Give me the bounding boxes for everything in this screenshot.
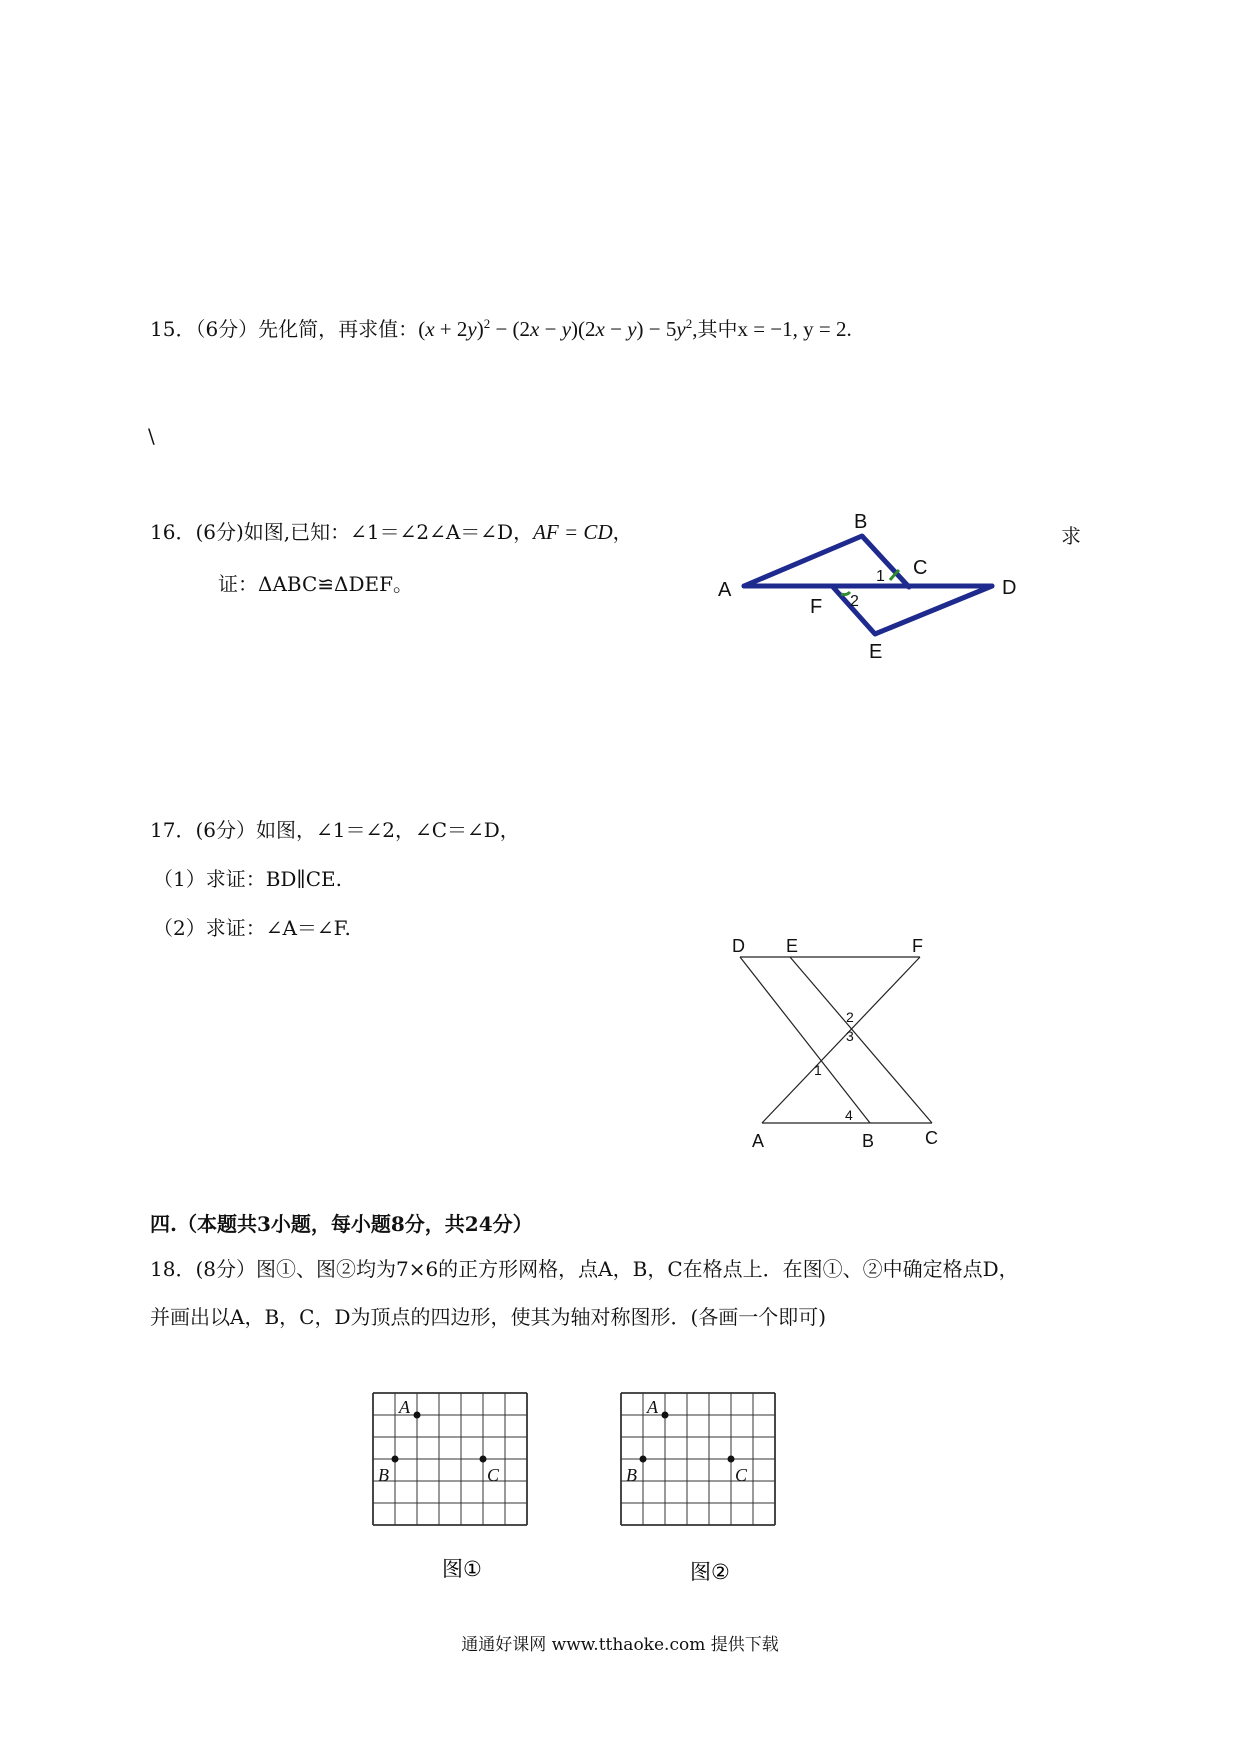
label-b: B — [854, 511, 868, 533]
grid-figure-1 — [370, 1390, 570, 1600]
grid-point-c — [480, 1456, 487, 1463]
grid-point-a — [414, 1412, 421, 1419]
grid-point-c — [728, 1456, 735, 1463]
q16-figure — [700, 500, 1040, 680]
q16-condition: AF = CD — [533, 520, 613, 544]
q15-condition: 其中 — [697, 317, 738, 341]
q15-prefix: 15．（6分）先化简，再求值： — [150, 317, 419, 341]
label-d: D — [732, 936, 745, 956]
question-17-part2: （2）求证：∠A＝∠F. — [153, 916, 351, 940]
line-fa — [762, 957, 920, 1123]
question-16-line1 — [150, 520, 633, 545]
grid-label-b: B — [378, 1465, 389, 1485]
angle-3-label: 3 — [846, 1028, 854, 1044]
question-15 — [150, 316, 852, 342]
label-a: A — [718, 579, 732, 601]
grid-point-b — [392, 1456, 399, 1463]
question-18-line2: 并画出以A，B，C，D为顶点的四边形，使其为轴对称图形．(各画一个即可) — [150, 1305, 827, 1329]
q16-line1-end: ， — [612, 520, 633, 544]
q16-qiu: 求 — [1061, 524, 1081, 548]
section-4-title: 四.（本题共3小题，每小题8分，共24分） — [150, 1212, 533, 1236]
q15-values: x = −1, y = 2. — [737, 317, 852, 341]
q17-figure — [720, 930, 950, 1155]
footer-source: 通通好课网 www.tthaoke.com 提供下载 — [461, 1635, 779, 1655]
grid-caption-2: 图② — [690, 1561, 730, 1584]
q15-expression: $(x + 2y)^2 - (2x - y)(2x - y) - 5y^2$, — [418, 316, 698, 341]
label-e: E — [869, 641, 883, 663]
grid-point-a — [662, 1412, 669, 1419]
label-d: D — [1002, 577, 1017, 599]
grid-point-b — [640, 1456, 647, 1463]
question-17-part1: （1）求证：BD∥CE. — [153, 867, 342, 891]
grid-label-b: B — [626, 1465, 637, 1485]
angle-1-label: 1 — [814, 1062, 822, 1078]
angle-2-label: 2 — [846, 1009, 854, 1025]
label-c: C — [925, 1128, 938, 1148]
label-c: C — [913, 557, 928, 579]
grid-caption-1: 图① — [442, 1558, 482, 1581]
label-e: E — [786, 936, 799, 956]
grid-label-a: A — [399, 1397, 410, 1417]
grid-label-a: A — [647, 1397, 658, 1417]
label-b: B — [862, 1131, 875, 1151]
angle-1-label: 1 — [876, 568, 885, 585]
question-16-line2: 证：ΔABC≌ΔDEF。 — [218, 572, 413, 596]
grid-label-c: C — [487, 1465, 500, 1485]
angle-2-mark — [841, 592, 850, 595]
label-a: A — [752, 1131, 765, 1151]
grid-figure-2 — [618, 1390, 818, 1600]
angle-2-label: 2 — [850, 593, 859, 610]
grid-label-c: C — [735, 1465, 748, 1485]
label-f: F — [912, 936, 923, 956]
label-f: F — [810, 596, 823, 618]
angle-4-label: 4 — [845, 1107, 853, 1123]
question-18-line1: 18．(8分）图①、图②均为7×6的正方形网格，点A，B，C在格点上．在图①、②中确定格点D， — [150, 1257, 1019, 1281]
q16-text: 16．(6分)如图,已知：∠1＝∠2∠A＝∠D， — [150, 520, 534, 544]
stray-mark: \ — [148, 424, 155, 448]
question-17-line1: 17．(6分）如图，∠1＝∠2，∠C＝∠D， — [150, 818, 520, 842]
line-ec — [790, 957, 932, 1123]
